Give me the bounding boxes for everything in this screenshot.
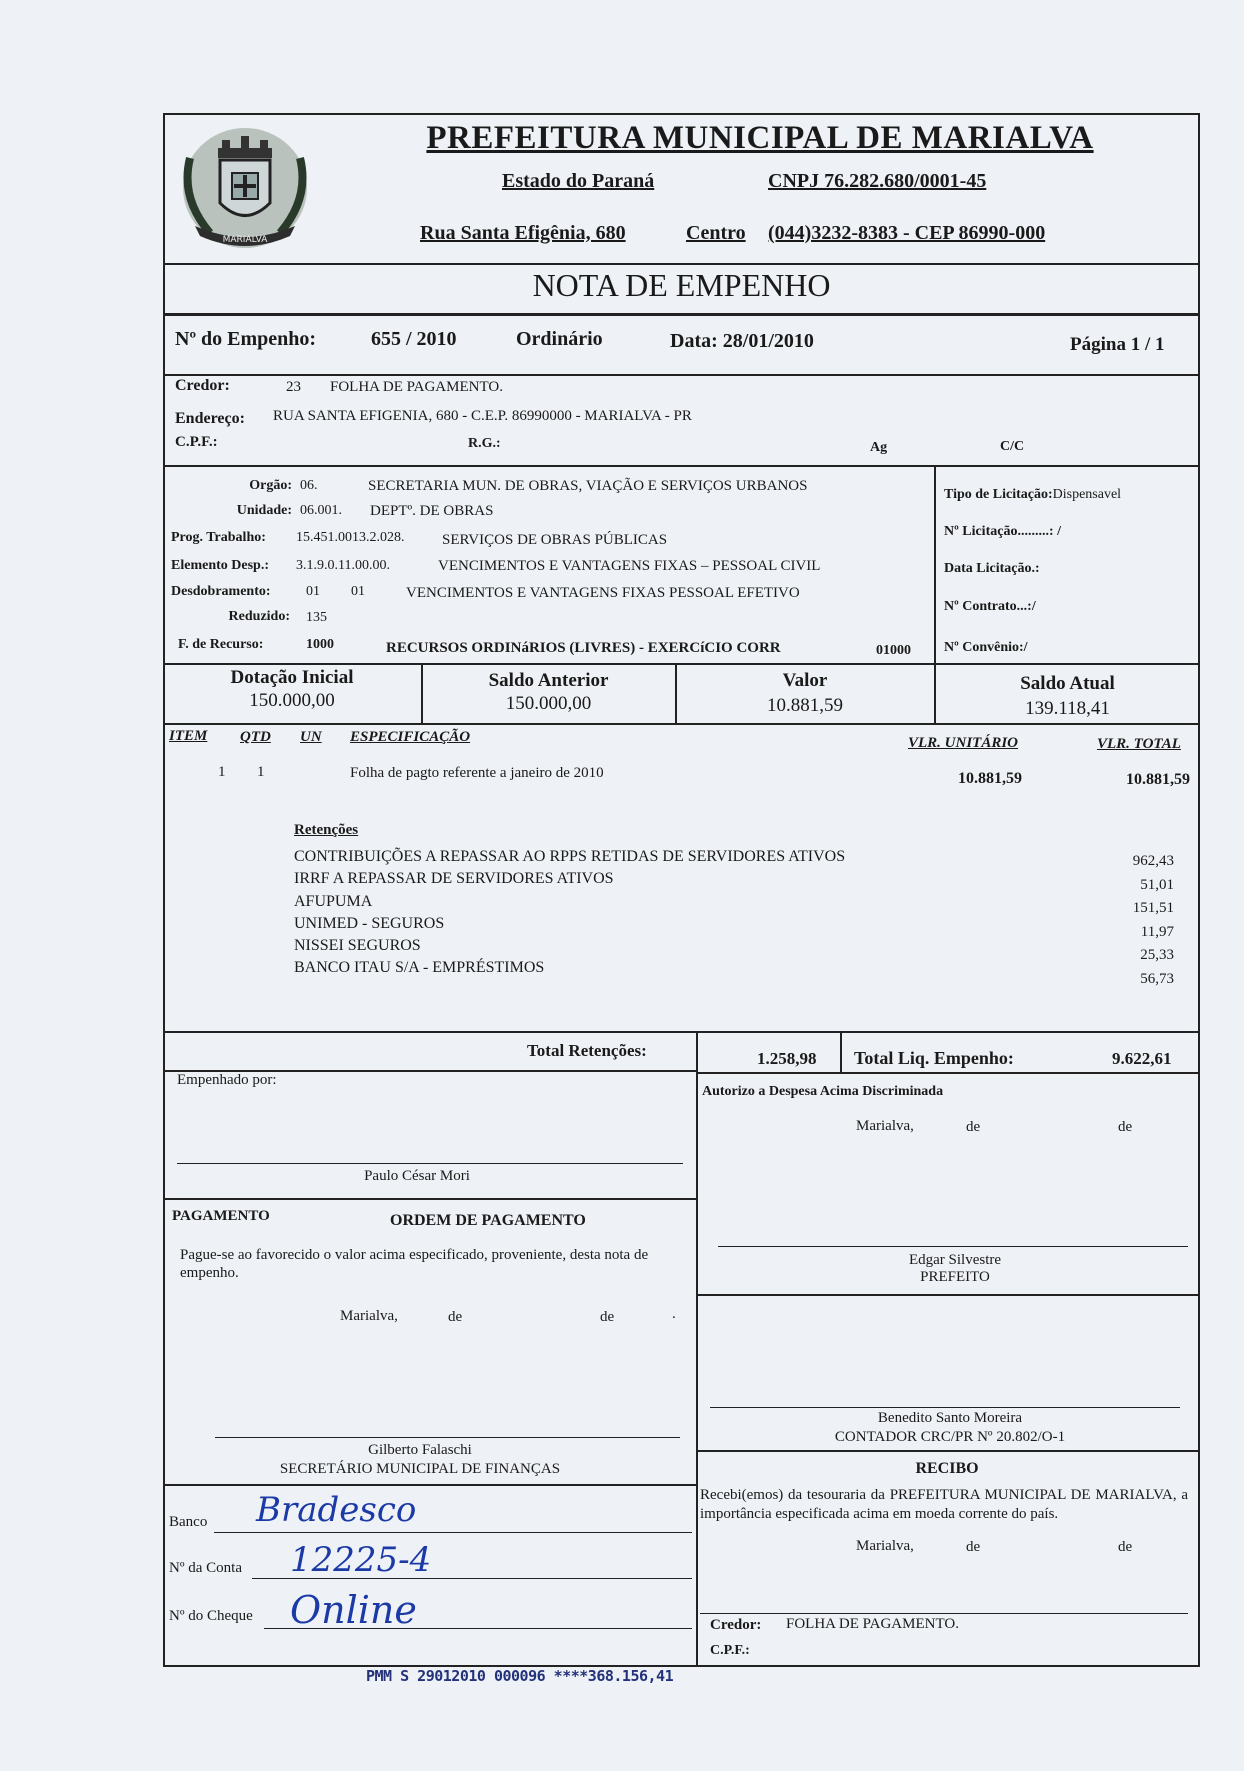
recibo-label: RECIBO — [915, 1460, 979, 1477]
rodape-credor-label: Credor: — [710, 1617, 762, 1633]
valor-label: Valor — [782, 670, 828, 691]
state-label: Estado do Paraná — [502, 170, 655, 192]
desdobramento-label: Desdobramento: — [171, 584, 271, 599]
divider — [163, 1198, 696, 1200]
elemento-desc: VENCIMENTOS E VANTAGENS FIXAS – PESSOAL CIVIL — [438, 558, 821, 574]
divider — [840, 1031, 842, 1072]
crest-logo — [170, 118, 320, 258]
divider — [163, 1484, 696, 1486]
rodape-credor-value: FOLHA DE PAGAMENTO. — [786, 1616, 959, 1632]
divider — [163, 374, 1200, 376]
divider — [163, 663, 1200, 665]
autorizo-local — [856, 1118, 914, 1135]
prefeito-cargo: PREFEITO — [920, 1269, 990, 1285]
divider — [696, 1450, 1200, 1452]
retencoes-list — [294, 846, 845, 980]
cpf-label: C.P.F.: — [175, 434, 218, 450]
divider — [163, 313, 1200, 316]
col-vlr-total: VLR. TOTAL — [1097, 736, 1181, 752]
divider — [934, 466, 936, 663]
col-item: ITEM — [169, 728, 208, 744]
orgao-desc: SECRETARIA MUN. DE OBRAS, VIAÇÃO E SERVIÇOS URBANOS — [368, 478, 808, 494]
desdobramento-desc: VENCIMENTOS E VANTAGENS FIXAS PESSOAL EFETIVO — [406, 585, 800, 601]
page-title: PREFEITURA MUNICIPAL DE MARIALVA — [426, 120, 1094, 156]
retencao-value: 11,97 — [1140, 923, 1174, 940]
address-district: Centro — [686, 222, 746, 244]
divider — [214, 1532, 692, 1533]
endereco-value: RUA SANTA EFIGENIA, 680 - C.E.P. 86990000 - MARIALVA - PR — [273, 408, 692, 424]
valor-value: 10.881,59 — [767, 695, 843, 716]
autorizo-de-1: de — [966, 1119, 981, 1135]
secretario-nome: Gilberto Falaschi — [368, 1442, 472, 1458]
recibo-text: Recebi(emos) da tesouraria da PREFEITURA MUNICIPAL DE MARIALVA, a importância especificada acima em moeda corrente do país. — [700, 1487, 1188, 1522]
pagamento-de-2: de — [600, 1309, 615, 1325]
desdobramento-a: 01 — [306, 584, 320, 599]
retencao-desc: NISSEI SEGUROS — [294, 937, 421, 955]
empenhado-nome: Paulo César Mori — [364, 1168, 470, 1184]
total-retencoes-value: 1.258,98 — [757, 1049, 817, 1068]
retencao-value: 25,33 — [1140, 947, 1174, 963]
pagamento-label: PAGAMENTO — [172, 1208, 270, 1224]
divider — [163, 465, 1200, 467]
saldo-anterior-label: Saldo Anterior — [488, 670, 609, 691]
total-retencoes-label: Total Retenções: — [527, 1041, 647, 1060]
contador-nome: Benedito Santo Moreira — [877, 1410, 1023, 1426]
item-total: 10.881,59 — [1126, 771, 1190, 788]
fonte-desc: RECURSOS ORDINáRIOS (LIVRES) - EXERCíCIO CORR — [386, 640, 781, 656]
divider — [177, 1163, 683, 1164]
total-liquido-value: 9.622,61 — [1112, 1049, 1172, 1068]
ordem-pagamento-label: ORDEM DE PAGAMENTO — [390, 1212, 586, 1229]
page-number: Página 1 / 1 — [1070, 334, 1165, 355]
retencoes-title: Retenções — [294, 822, 359, 838]
dotacao-label: Dotação Inicial — [230, 667, 354, 688]
retencao-value: 962,43 — [1132, 853, 1174, 869]
convenio-number: Nº Convênio:/ — [944, 640, 1028, 655]
empenhado-label: Empenhado por: — [177, 1072, 277, 1088]
saldo-atual-value: 139.118,41 — [1025, 698, 1110, 719]
dotacao-value: 150.000,00 — [249, 690, 335, 711]
col-especificacao: ESPECIFICAÇÃO — [350, 729, 471, 745]
item-number: 1 — [218, 764, 226, 780]
divider — [163, 263, 1200, 265]
autorizo-de-2: de — [1118, 1119, 1133, 1135]
empenho-date: Data: 28/01/2010 — [670, 330, 814, 352]
empenho-number-label: Nº do Empenho: — [175, 328, 317, 350]
recibo-local: Marialva, — [856, 1538, 914, 1554]
banco-value: Bradesco — [256, 1490, 417, 1530]
address-phone: (044)3232-8383 - CEP 86990-000 — [768, 222, 1046, 244]
empenho-number: 655 / 2010 — [371, 328, 457, 350]
autorizo-label: Autorizo a Despesa Acima Discriminada — [702, 1084, 944, 1099]
prog-label: Prog. Trabalho: — [171, 530, 266, 545]
item-especificacao: Folha de pagto referente a janeiro de 2010 — [350, 765, 604, 781]
orgao-code: 06. — [300, 478, 318, 493]
divider — [710, 1407, 1180, 1408]
contador-cargo: CONTADOR CRC/PR Nº 20.802/O-1 — [834, 1429, 1066, 1445]
retencao-desc: IRRF A REPASSAR DE SERVIDORES ATIVOS — [294, 870, 614, 888]
cheque-label: Nº do Cheque — [169, 1608, 253, 1624]
document-title: NOTA DE EMPENHO — [532, 267, 831, 303]
recibo-de-1: de — [966, 1539, 981, 1555]
elemento-code: 3.1.9.0.11.00.00. — [296, 558, 390, 573]
unidade-code: 06.001. — [300, 503, 342, 518]
retencao-value: 56,73 — [1140, 970, 1174, 987]
pagamento-de-1: de — [448, 1309, 463, 1325]
credor-name: FOLHA DE PAGAMENTO. — [330, 379, 503, 395]
licitacao-date: Data Licitação.: — [944, 561, 1040, 576]
prog-code: 15.451.0013.2.028. — [296, 530, 405, 545]
reduzido-value: 135 — [306, 610, 327, 625]
ag-label: Ag — [870, 440, 888, 455]
retencao-desc: CONTRIBUIÇÕES A REPASSAR AO RPPS RETIDAS DE SERVIDORES ATIVOS — [294, 848, 846, 865]
reduzido-label: Reduzido: — [228, 609, 290, 624]
address-street: Rua Santa Efigênia, 680 — [420, 222, 626, 244]
cc-label: C/C — [1000, 439, 1025, 454]
banco-label: Banco — [169, 1514, 208, 1530]
local-marialva: Marialva, — [856, 1118, 914, 1134]
svg-text:MARIALVA: MARIALVA — [222, 235, 268, 245]
cnpj-label: CNPJ 76.282.680/0001-45 — [768, 170, 987, 192]
fonte-num: 01000 — [876, 643, 911, 658]
secretario-cargo: SECRETÁRIO MUNICIPAL DE FINANÇAS — [279, 1461, 561, 1477]
divider — [163, 1031, 1200, 1033]
pagamento-local: Marialva, — [340, 1308, 398, 1324]
retencao-value: 151,51 — [1132, 900, 1174, 916]
empenho-type: Ordinário — [516, 328, 603, 350]
divider — [163, 723, 1200, 725]
contrato-number: Nº Contrato...:/ — [944, 599, 1036, 614]
col-un: UN — [300, 729, 322, 745]
unidade-desc: DEPTº. DE OBRAS — [370, 503, 494, 519]
divider — [700, 1613, 1188, 1614]
tipo-licitacao-value: Dispensavel — [1052, 487, 1122, 502]
divider — [696, 1072, 698, 1667]
retencao-desc: UNIMED - SEGUROS — [294, 914, 445, 932]
total-liquido-label: Total Liq. Empenho: — [854, 1048, 1014, 1068]
unidade-label: Unidade: — [236, 503, 292, 518]
credor-label: Credor: — [175, 377, 230, 394]
item-qtd: 1 — [257, 764, 265, 780]
divider — [696, 1072, 1200, 1074]
endereco-label: Endereço: — [175, 410, 245, 427]
desdobramento-b: 01 — [351, 584, 365, 599]
prefeito-nome: Edgar Silvestre — [908, 1252, 1002, 1268]
bank-stamp: PMM S 29012010 000096 ****368.156,41 — [366, 1667, 674, 1685]
pagamento-dot: . — [672, 1306, 676, 1322]
divider — [215, 1437, 680, 1438]
fonte-code: 1000 — [306, 637, 334, 652]
divider — [718, 1246, 1188, 1247]
conta-label: Nº da Conta — [169, 1560, 242, 1576]
rodape-cpf-label: C.P.F.: — [710, 1643, 750, 1658]
recibo-de-2: de — [1118, 1539, 1133, 1555]
divider — [696, 1294, 1200, 1296]
pague-se-text: Pague-se ao favorecido o valor acima especificado, proveniente, desta nota de empenho. — [180, 1247, 649, 1281]
saldo-anterior-value: 150.000,00 — [505, 693, 592, 714]
saldo-atual-label: Saldo Atual — [1020, 673, 1115, 694]
retencao-value: 51,01 — [1140, 876, 1174, 893]
rg-label: R.G.: — [468, 436, 501, 451]
item-unitario: 10.881,59 — [958, 770, 1022, 787]
divider — [696, 1031, 698, 1072]
licitacao-number: Nº Licitação.........: / — [944, 524, 1061, 539]
col-vlr-unitario: VLR. UNITÁRIO — [908, 735, 1019, 751]
prog-desc: SERVIÇOS DE OBRAS PÚBLICAS — [442, 532, 668, 548]
col-qtd: QTD — [240, 729, 271, 745]
tipo-licitacao — [944, 487, 1121, 503]
orgao-label: Orgão: — [249, 478, 292, 493]
conta-value: 12225-4 — [290, 1540, 432, 1580]
retencao-desc: AFUPUMA — [294, 892, 373, 910]
credor-code: 23 — [286, 379, 301, 395]
retencoes-values — [1060, 850, 1174, 991]
elemento-label: Elemento Desp.: — [171, 558, 269, 573]
tipo-licitacao-label: Tipo de Licitação: — [944, 487, 1053, 502]
fonte-label: F. de Recurso: — [178, 637, 264, 652]
cheque-value: Online — [290, 1588, 417, 1632]
retencao-desc: BANCO ITAU S/A - EMPRÉSTIMOS — [294, 959, 545, 977]
